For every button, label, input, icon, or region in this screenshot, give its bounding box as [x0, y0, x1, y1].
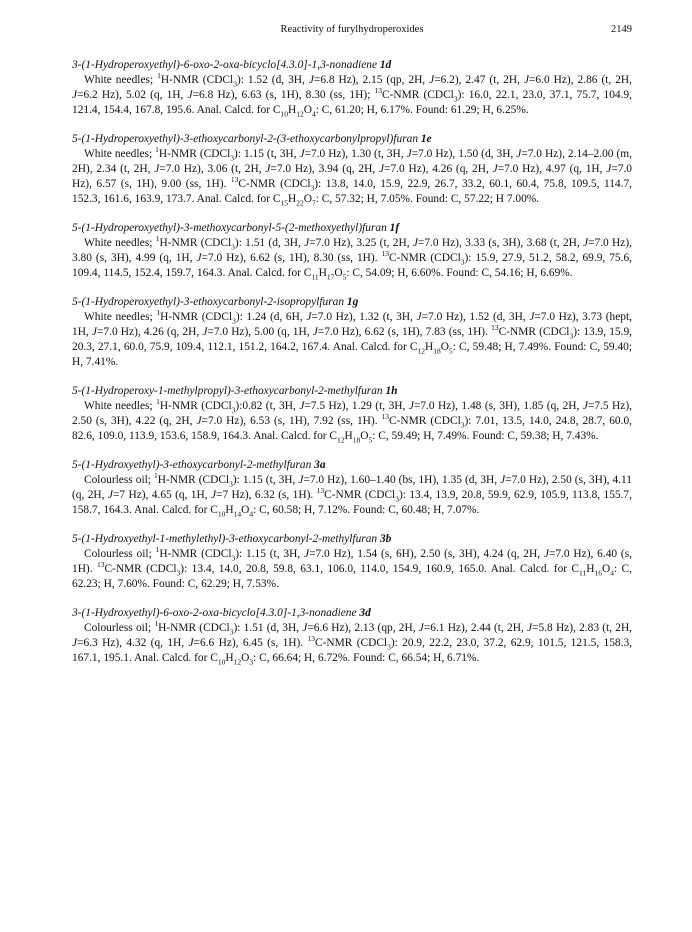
compound-title: 5-(1-Hydroperoxyethyl)-3-ethoxycarbonyl-2-isopropylfuran 1g [72, 296, 359, 308]
compound-title: 5-(1-Hydroxyethyl)-3-ethoxycarbonyl-2-methylfuran 3a [72, 459, 326, 471]
compound-entry [72, 606, 632, 666]
running-title: Reactivity of furylhydroperoxides [280, 24, 424, 35]
compound-entry [72, 295, 632, 370]
compound-entry [72, 532, 632, 592]
compound-data: White needles; $^1$H-NMR (CDCl$_3$):0.82 (t, 3H, J=7.5 Hz), 1.29 (t, 3H, J=7.0 Hz), 1.48 (s, 3H), 1.85 (q, 2H, J=7.5 Hz), 2.50 (s, 3H), 4.22 (q, 2H, J=7.0 Hz), 6.53 (s, 1H), 7.92 (ss, 1H). $^{13}$C-NMR (CDCl$_3$): 7.01, 13.5, 14.0, 24.8, 28.7, 60.0, 82.6, 109.0, 113.9, 153.6, 158.9, 164.3. Anal. Calcd. for $C_{12}H_{18}O_5$: C, 59.49; H, 7.49%. Found: C, 59.38; H, 7.43%. [72, 397, 632, 445]
compound-entry [72, 458, 632, 518]
compound-title: 5-(1-Hydroxyethyl-1-methylethyl)-3-ethoxycarbonyl-2-methylfuran 3b [72, 533, 392, 545]
compound-entry [72, 221, 632, 281]
compound-entry [72, 384, 632, 444]
compound-data: White needles; $^1$H-NMR (CDCl$_3$): 1.51 (d, 3H, J=7.0 Hz), 3.25 (t, 2H, J=7.0 Hz), 3.33 (s, 3H), 3.68 (t, 2H, J=7.0 Hz), 3.80 (s, 3H), 4.99 (q, 1H, J=7.0 Hz), 6.62 (s, 1H), 8.30 (ss, 1H). $^{13}$C-NMR (CDCl$_3$): 15.9, 27.9, 51.2, 58.2, 69.9, 75.6, 109.4, 114.5, 152.4, 159.7, 164.3. Anal. Calcd. for $C_{11}H_{17}O_5$: C, 54.09; H, 6.60%. Found: C, 54.16; H, 6.69%. [72, 234, 632, 282]
compound-entries [72, 58, 632, 680]
compound-title: 3-(1-Hydroxyethyl)-6-oxo-2-oxa-bicyclo[4.3.0]-1,3-nonadiene 3d [72, 607, 371, 619]
compound-title: 5-(1-Hydroperoxyethyl)-3-ethoxycarbonyl-2-(3-ethoxycarbonylpropyl)furan 1e [72, 133, 432, 145]
compound-data: White needles; $^1$H-NMR (CDCl$_3$): 1.24 (d, 6H, J=7.0 Hz), 1.32 (t, 3H, J=7.0 Hz), 1.52 (d, 3H, J=7.0 Hz), 3.73 (hept, 1H, J=7.0 Hz), 4.26 (q, 2H, J=7.0 Hz), 5.00 (q, 1H, J=7.0 Hz), 6.62 (s, 1H), 7.83 (ss, 1H). $^{13}$C-NMR (CDCl$_3$): 13.9, 15.9, 20.3, 27.1, 60.0, 75.9, 109.4, 112.1, 151.2, 164.2, 167.4. Anal. Calcd. for $C_{12}H_{18}O_5$: C, 59.48; H, 7.49%. Found: C, 59.40; H, 7.41%. [72, 308, 633, 368]
compound-entry [72, 132, 632, 207]
compound-data: Colourless oil; $^1$H-NMR (CDCl$_3$): 1.15 (t, 3H, J=7.0 Hz), 1.54 (s, 6H), 2.50 (s, 3H), 4.24 (q, 2H, J=7.0 Hz), 6.40 (s, 1H). $^{13}$C-NMR (CDCl$_3$): 13.4, 14.0, 20.8, 59.8, 63.1, 106.0, 114.0, 154.9, 160.9, 165.0. Anal. Calcd. for $C_{11}H_{16}O_4$: C, 62.23; H, 7.60%. Found: C, 62.29; H, 7.53%. [72, 545, 632, 590]
compound-entry [72, 58, 632, 118]
compound-title: 5-(1-Hydroperoxy-1-methylpropyl)-3-ethoxycarbonyl-2-methylfuran 1h [72, 385, 398, 397]
compound-data: White needles; $^1$H-NMR (CDCl$_3$): 1.52 (d, 3H, J=6.8 Hz), 2.15 (qp, 2H, J=6.2), 2.47 (t, 2H, J=6.0 Hz), 2.86 (t, 2H, J=6.2 Hz), 5.02 (q, 1H, J=6.8 Hz), 6.63 (s, 1H), 8.30 (ss, 1H); $^{13}$C-NMR (CDCl$_3$): 16.0, 22.1, 23.0, 37.1, 75.7, 104.9, 121.4, 154.4, 167.8, 195.6. Anal. Calcd. for $C_{10}H_{12}O_4$: C, 61.20; H, 6.17%. Found: 61.29; H, 6.25%. [72, 71, 633, 119]
compound-data: Colourless oil; $^1$H-NMR (CDCl$_3$): 1.15 (t, 3H, J=7.0 Hz), 1.60–1.40 (bs, 1H), 1.35 (d, 3H, J=7.0 Hz), 2.50 (s, 3H), 4.11 (q, 2H, J=7 Hz), 4.65 (q, 1H, J=7 Hz), 6.32 (s, 1H). $^{13}$C-NMR (CDCl$_3$): 13.4, 13.9, 20.8, 59.9, 62.9, 105.9, 113.8, 155.7, 158.7, 164.3. Anal. Calcd. for $C_{10}H_{14}O_4$: C, 60.58; H, 7.12%. Found: C, 60.48; H, 7.07%. [72, 471, 632, 519]
compound-data: Colourless oil; $^1$H-NMR (CDCl$_3$): 1.51 (d, 3H, J=6.6 Hz), 2.13 (qp, 2H, J=6.1 Hz), 2.44 (t, 2H, J=5.8 Hz), 2.83 (t, 2H, J=6.3 Hz), 4.32 (q, 1H, J=6.6 Hz), 6.45 (s, 1H). $^{13}$C-NMR (CDCl$_3$): 20.9, 22.2, 23.0, 37.2, 62.9, 101.5, 121.5, 158.3, 167.1, 195.1. Anal. Calcd. for $C_{10}H_{12}O_3$: C, 66.64; H, 6.72%. Found: C, 66.54; H, 6.71%. [72, 619, 633, 667]
compound-title: 5-(1-Hydroperoxyethyl)-3-methoxycarbonyl-5-(2-methoxyethyl)furan 1f [72, 222, 400, 234]
page-number: 2149 [611, 24, 632, 35]
running-head [72, 24, 632, 40]
compound-title: 3-(1-Hydroperoxyethyl)-6-oxo-2-oxa-bicyclo[4.3.0]-1,3-nonadiene 1d [72, 59, 392, 71]
compound-data: White needles; $^1$H-NMR (CDCl$_3$): 1.15 (t, 3H, J=7.0 Hz), 1.30 (t, 3H, J=7.0 Hz), 1.50 (d, 3H, J=7.0 Hz), 2.14–2.00 (m, 2H), 2.34 (t, 2H, J=7.0 Hz), 3.06 (t, 2H, J=7.0 Hz), 3.94 (q, 2H, J=7.0 Hz), 4.26 (q, 2H, J=7.0 Hz), 4.97 (q, 1H, J=7.0 Hz), 6.57 (s, 1H), 9.00 (ss, 1H). $^{13}$C-NMR (CDCl$_3$): 13.8, 14.0, 15.9, 22.9, 26.7, 33.2, 60.1, 60.4, 75.8, 109.5, 114.7, 152.3, 161.6, 163.9, 173.7. Anal. Calcd. for $C_{15}H_{22}O_7$: C, 57.32; H, 7.05%. Found: C, 57.22; H 7.00%. [72, 145, 632, 208]
